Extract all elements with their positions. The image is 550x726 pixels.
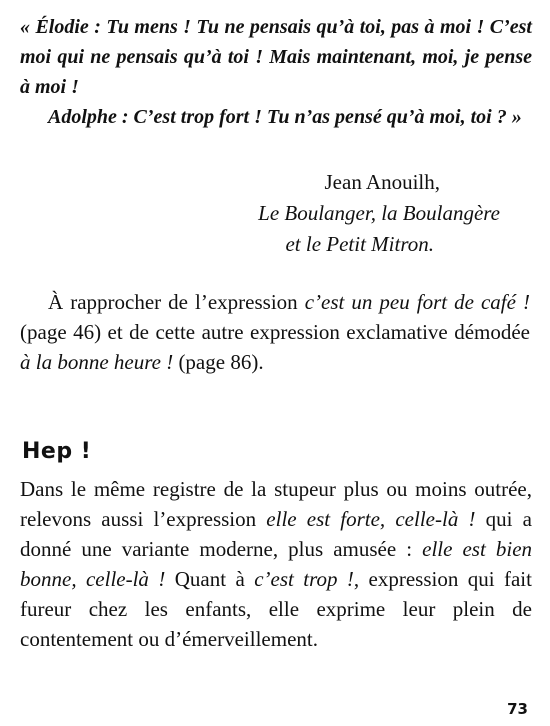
hep-heading: Hep ! [22,439,92,464]
hep-text-1: Dans le même registre de la stupeur plus ou moins outrée, relevons aussi l’expression [20,477,532,531]
quote-attribution [200,167,500,260]
note-text-2: (page 46) et de cette autre expression exclamative démodée [20,320,530,344]
attribution-author: Jean Anouilh, [324,170,440,194]
attribution-work-title-line2: et le Petit Mitron. [285,232,434,256]
comparison-note [20,287,530,377]
page-number: 73 [507,700,528,718]
hep-text-4: , expression qui fait fureur chez les enfants, elle exprime leur plein de contentement ou d’émerveillement. [20,567,532,651]
quote-elodie: « Élodie : Tu mens ! Tu ne pensais qu’à toi, pas à moi ! C’est moi qui ne pensais qu’à toi ! Mais maintenant, moi, je pense à moi ! [20,16,532,98]
note-expression-1: c’est un peu fort de café ! [304,290,530,314]
note-text-1: À rapprocher de l’expression [48,290,305,314]
hep-text-3: Quant à [165,567,255,591]
quote-adolphe: Adolphe : C’est trop fort ! Tu n’as pensé qu’à moi, toi ? » [48,106,522,128]
hep-expression-2: elle est bien bonne, celle-là ! [20,537,533,591]
hep-text-2: qui a donné une variante moderne, plus amusée : [20,507,532,561]
hep-expression-1: elle est forte, celle-là ! [266,507,476,531]
hep-expression-3: c’est trop ! [254,567,354,591]
note-expression-2: à la bonne heure ! [20,350,174,374]
dialogue-quote [20,12,532,132]
hep-paragraph [20,474,532,654]
attribution-work-title-line1: Le Boulanger, la Boulangère [258,201,500,225]
note-text-3: (page 86). [173,350,264,374]
